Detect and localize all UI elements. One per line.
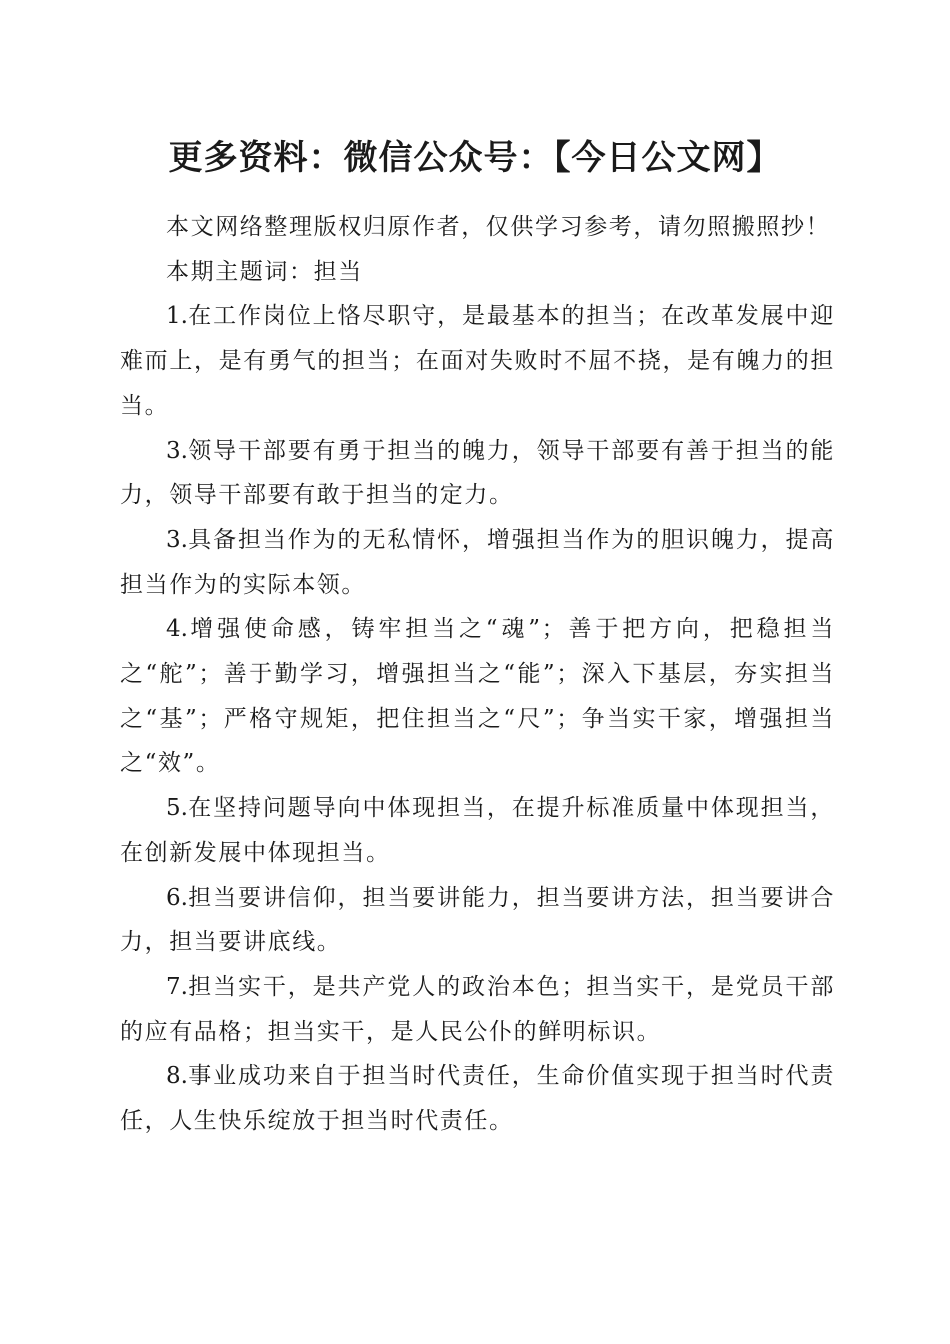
list-item [120,607,835,786]
theme-line: 本期主题词：担当 [166,258,363,285]
item-text: 担当实干，是共产党人的政治本色；担当实干，是党员干部的应有品格；担当实干，是人民公仆的鲜明标识。 [120,973,835,1045]
item-text: 事业成功来自于担当时代责任，生命价值实现于担当时代责任，人生快乐绽放于担当时代责任。 [120,1063,835,1135]
document-title: 更多资料：微信公众号：【今日公文网】 [168,138,782,178]
item-number: 4. [166,616,188,643]
list-item [120,518,835,607]
item-text: 担当要讲信仰，担当要讲能力，担当要讲方法，担当要讲合力，担当要讲底线。 [120,884,835,956]
item-number: 6. [166,884,188,911]
item-number: 3. [166,526,188,553]
list-item [120,294,835,428]
list-item [120,786,835,875]
item-number: 5. [166,795,188,822]
item-text: 领导干部要有勇于担当的魄力，领导干部要有善于担当的能力，领导干部要有敢于担当的定力。 [120,437,835,509]
item-text: 在工作岗位上恪尽职守，是最基本的担当；在改革发展中迎难而上，是有勇气的担当；在面对失败时不屈不挠，是有魄力的担当。 [120,303,835,419]
item-number: 7. [166,973,188,1000]
document-body [120,205,835,1144]
list-item [120,965,835,1054]
item-text: 在坚持问题导向中体现担当，在提升标准质量中体现担当，在创新发展中体现担当。 [120,795,835,866]
copyright-notice: 本文网络整理版权归原作者，仅供学习参考，请勿照搬照抄！ [166,214,831,240]
item-text: 具备担当作为的无私情怀，增强担当作为的胆识魄力，提高担当作为的实际本领。 [120,526,835,598]
item-number: 3. [166,437,188,464]
item-number: 8. [166,1063,188,1090]
list-item [120,876,835,965]
list-item [120,1054,835,1143]
list-item [120,429,835,518]
item-text: 增强使命感，铸牢担当之“魂”；善于把方向，把稳担当之“舵”；善于勤学习，增强担当之“能”；深入下基层，夯实担当之“基”；严格守规矩，把住担当之“尺”；争当实干家，增强担当之“效”。 [120,616,835,777]
item-number: 1. [166,303,188,330]
